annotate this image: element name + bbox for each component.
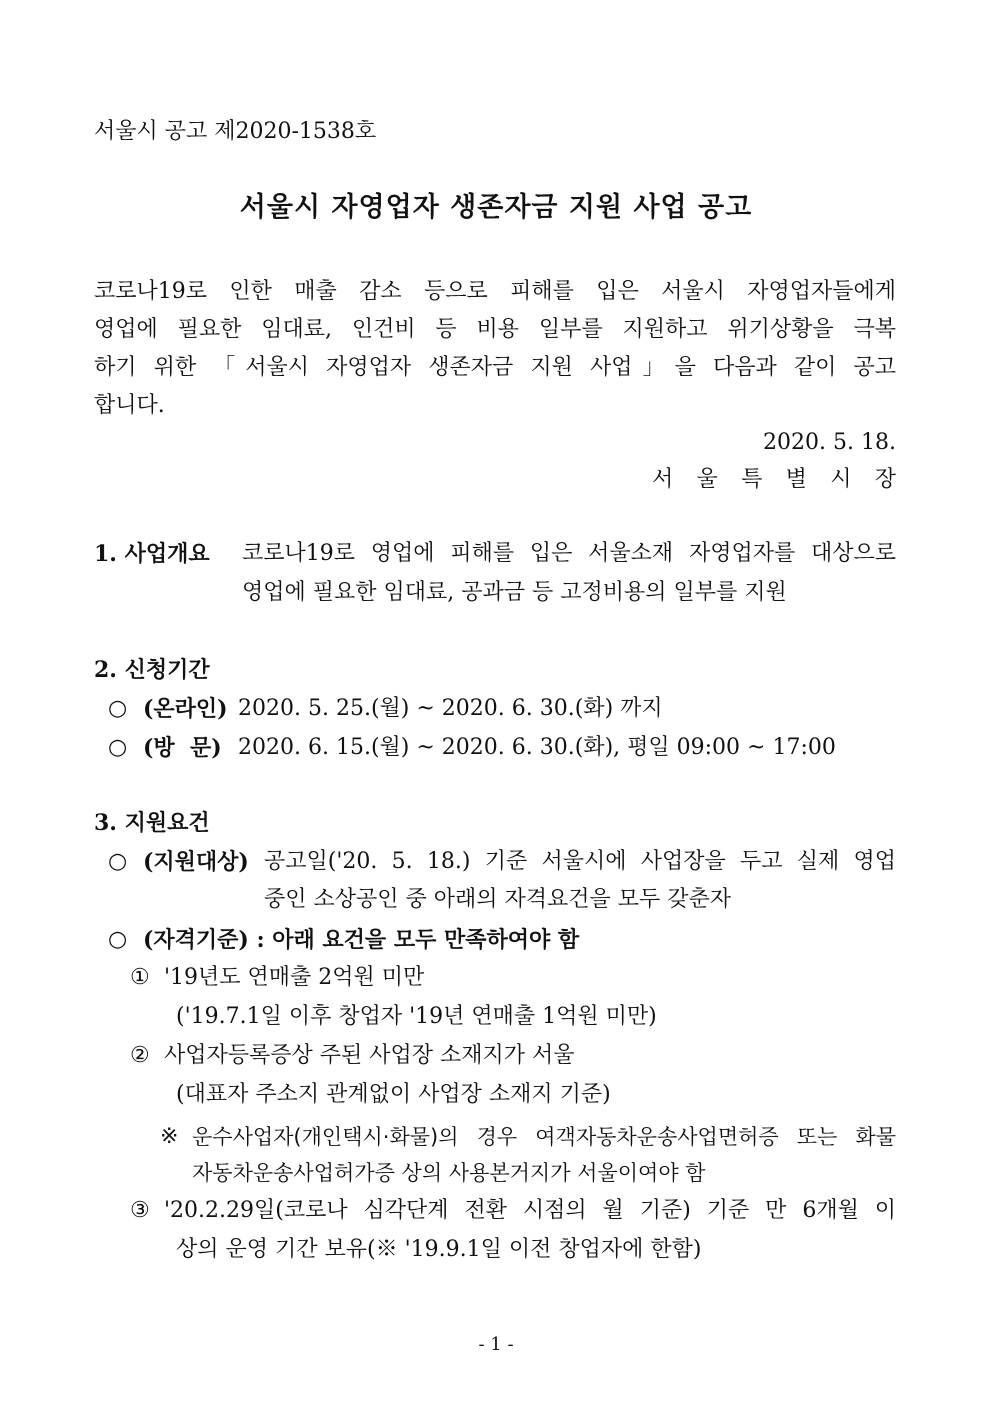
label-online: (온라인) bbox=[143, 696, 228, 722]
bullet-criteria: ○ bbox=[108, 927, 128, 952]
criteria-3-line-1: '20.2.29일(코로나 심각단계 전환 시점의 월 기준) 기준 만 6개월 이 bbox=[164, 1198, 896, 1223]
section-1-line-1: 코로나19로 영업에 피해를 입은 서울소재 자영업자를 대상으로 bbox=[242, 541, 896, 566]
intro-line-3: 하기 위한 「서울시 자영업자 생존자금 지원 사업」을 다음과 같이 공고 bbox=[94, 355, 896, 380]
criteria-1-number: ① bbox=[130, 965, 150, 990]
section-1-heading: 1. 사업개요 bbox=[94, 541, 210, 567]
section-1-line-2: 영업에 필요한 임대료, 공과금 등 고정비용의 일부를 지원 bbox=[242, 580, 787, 605]
notice-number: 서울시 공고 제2020-1538호 bbox=[94, 119, 377, 144]
bullet-online: ○ bbox=[108, 696, 128, 721]
intro-line-1: 코로나19로 인한 매출 감소 등으로 피해를 입은 서울시 자영업자들에게 bbox=[94, 279, 896, 304]
notice-date: 2020. 5. 18. bbox=[763, 430, 896, 455]
document-title: 서울시 자영업자 생존자금 지원 사업 공고 bbox=[239, 192, 753, 223]
note-line-2: 자동차운송사업허가증 상의 사용본거지가 서울이여야 함 bbox=[192, 1161, 706, 1185]
criteria-2-number: ② bbox=[130, 1043, 150, 1068]
target-line-1: 공고일('20. 5. 18.) 기준 서울시에 사업장을 두고 실제 영업 bbox=[264, 849, 896, 874]
bullet-target: ○ bbox=[108, 849, 128, 874]
intro-line-2: 영업에 필요한 임대료, 인건비 등 비용 일부를 지원하고 위기상황을 극복 bbox=[94, 317, 896, 342]
page-number: - 1 - bbox=[478, 1334, 514, 1355]
note-mark: ※ bbox=[160, 1124, 179, 1149]
criteria-2-line-2: (대표자 주소지 관계없이 사업장 소재지 기준) bbox=[176, 1082, 611, 1107]
note-line-1: 운수사업자(개인택시·화물)의 경우 여객자동차운송사업면허증 또는 화물 bbox=[192, 1125, 896, 1149]
label-visit: (방 문) bbox=[143, 735, 222, 761]
period-visit: 2020. 6. 15.(월) ~ 2020. 6. 30.(화), 평일 09:00 ~ 17:00 bbox=[238, 735, 836, 760]
period-online: 2020. 5. 25.(월) ~ 2020. 6. 30.(화) 까지 bbox=[238, 696, 663, 721]
target-line-2: 중인 소상공인 중 아래의 자격요건을 모두 갖춘자 bbox=[264, 887, 732, 912]
criteria-heading: (자격기준) : 아래 요건을 모두 만족하여야 함 bbox=[143, 927, 580, 953]
section-2-heading: 2. 신청기간 bbox=[94, 657, 210, 683]
criteria-1-line-1: '19년도 연매출 2억원 미만 bbox=[164, 965, 425, 990]
intro-line-4: 합니다. bbox=[94, 393, 165, 418]
bullet-visit: ○ bbox=[108, 735, 128, 760]
criteria-3-number: ③ bbox=[130, 1198, 150, 1223]
criteria-2-line-1: 사업자등록증상 주된 사업장 소재지가 서울 bbox=[164, 1043, 575, 1068]
criteria-3-line-2: 상의 운영 기간 보유(※ '19.9.1일 이전 창업자에 한함) bbox=[176, 1237, 702, 1262]
issuer: 서 울 특 별 시 장 bbox=[652, 467, 896, 492]
section-3-heading: 3. 지원요건 bbox=[94, 810, 210, 836]
label-target: (지원대상) bbox=[143, 849, 249, 875]
criteria-1-line-2: ('19.7.1일 이후 창업자 '19년 연매출 1억원 미만) bbox=[176, 1004, 657, 1029]
